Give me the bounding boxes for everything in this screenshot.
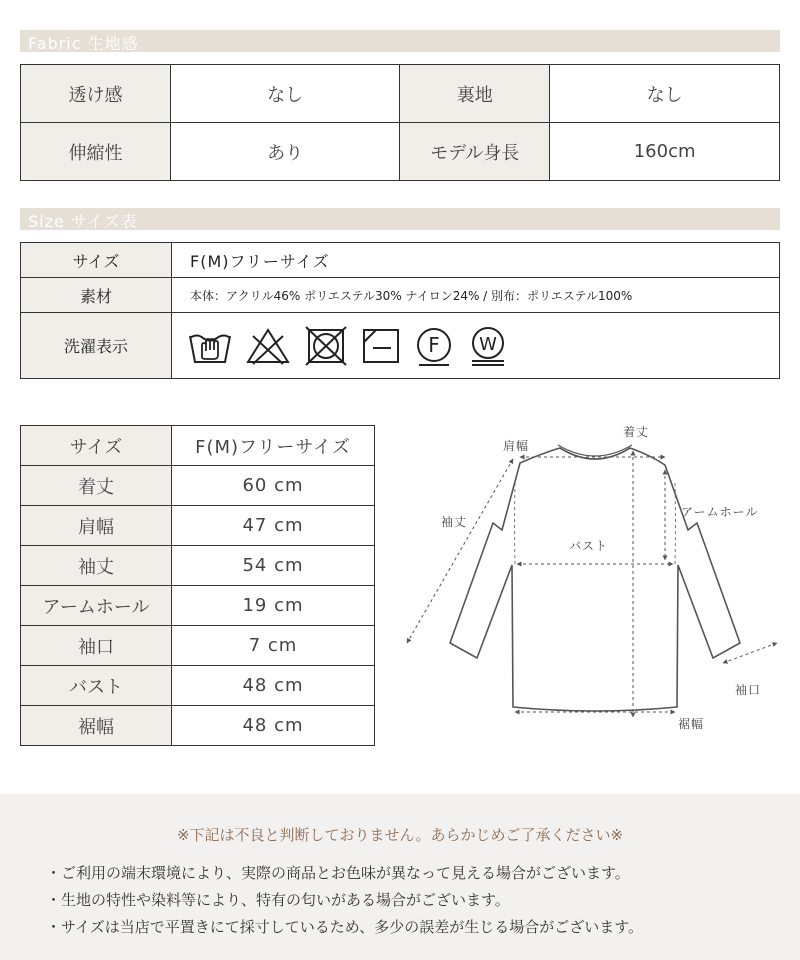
measurement-table [20, 425, 375, 746]
cuff-label: 袖口 [735, 683, 762, 697]
measurement-label: 裾幅 [21, 706, 172, 746]
size-value: F(M)フリーサイズ [172, 243, 780, 278]
measurement-row [21, 666, 375, 706]
transparency-value: なし [170, 65, 399, 123]
measurement-value: 19 cm [172, 586, 375, 626]
wet-clean-letter: W [479, 333, 497, 355]
fabric-row [21, 65, 780, 123]
fabric-heading: Fabric 生地感 [28, 34, 139, 53]
cuff-measure-line [723, 643, 777, 663]
measurement-row [21, 546, 375, 586]
shoulder-label: 肩幅 [503, 439, 530, 453]
garment-diagram [395, 415, 795, 735]
size-info-table [20, 242, 780, 379]
note-line: ・ご利用の端末環境により、実際の商品とお色味が異なって見える場合がございます。 [46, 864, 630, 882]
fabric-section-header [20, 30, 780, 52]
sleeve-label: 袖丈 [441, 515, 468, 529]
measurement-label: アームホール [21, 586, 172, 626]
measurement-value: 48 cm [172, 706, 375, 746]
measurement-value: 54 cm [172, 546, 375, 586]
measurement-value: 47 cm [172, 506, 375, 546]
material-row [21, 278, 780, 313]
fabric-table [20, 64, 780, 181]
measurement-header-label: サイズ [21, 426, 172, 466]
measurement-label: 肩幅 [21, 506, 172, 546]
measurement-row [21, 706, 375, 746]
size-heading: Size サイズ表 [28, 212, 138, 231]
armhole-label: アームホール [681, 505, 759, 519]
transparency-label: 透け感 [21, 65, 171, 123]
lining-label: 裏地 [400, 65, 550, 123]
care-icons-cell [172, 313, 780, 379]
measurement-row [21, 506, 375, 546]
care-row [21, 313, 780, 379]
stretch-value: あり [170, 123, 399, 181]
measurement-value: 48 cm [172, 666, 375, 706]
stretch-label: 伸縮性 [21, 123, 171, 181]
no-tumble-dry-icon [303, 326, 349, 366]
material-label: 素材 [21, 278, 172, 313]
material-value: 本体：アクリル46% ポリエステル30% ナイロン24% / 別布：ポリエステル100% [172, 278, 780, 313]
hem-label: 裾幅 [678, 717, 705, 731]
notes-title: ※下記は不良と判断しておりません。あらかじめご了承ください※ [176, 826, 624, 844]
sweater-outline [450, 448, 740, 711]
wet-clean-w-icon [467, 326, 509, 366]
model-height-value: 160cm [550, 123, 780, 181]
size-section-header [20, 208, 780, 230]
length-label: 着丈 [623, 425, 650, 439]
measurement-label: 袖丈 [21, 546, 172, 586]
measurement-header-value: F(M)フリーサイズ [172, 426, 375, 466]
note-line: ・サイズは当店で平置きにて採寸しているため、多少の誤差が生じる場合がございます。 [46, 918, 644, 936]
fabric-row [21, 123, 780, 181]
size-label: サイズ [21, 243, 172, 278]
measurement-header-row [21, 426, 375, 466]
care-label: 洗濯表示 [21, 313, 172, 379]
size-row [21, 243, 780, 278]
model-height-label: モデル身長 [400, 123, 550, 181]
notes-panel [0, 794, 800, 960]
measurement-row [21, 626, 375, 666]
measurement-label: 着丈 [21, 466, 172, 506]
measurement-label: バスト [21, 666, 172, 706]
measurement-row [21, 466, 375, 506]
lining-value: なし [550, 65, 780, 123]
measurement-label: 袖口 [21, 626, 172, 666]
bust-label: バスト [569, 539, 609, 553]
measurement-value: 7 cm [172, 626, 375, 666]
measurement-value: 60 cm [172, 466, 375, 506]
measurement-row [21, 586, 375, 626]
dry-clean-letter: F [428, 332, 440, 357]
dry-clean-f-icon [413, 326, 455, 366]
shade-dry-flat-icon [361, 326, 401, 366]
hand-wash-icon [187, 326, 233, 366]
note-line: ・生地の特性や染料等により、特有の匂いがある場合がございます。 [46, 891, 510, 909]
no-bleach-icon [245, 326, 291, 366]
